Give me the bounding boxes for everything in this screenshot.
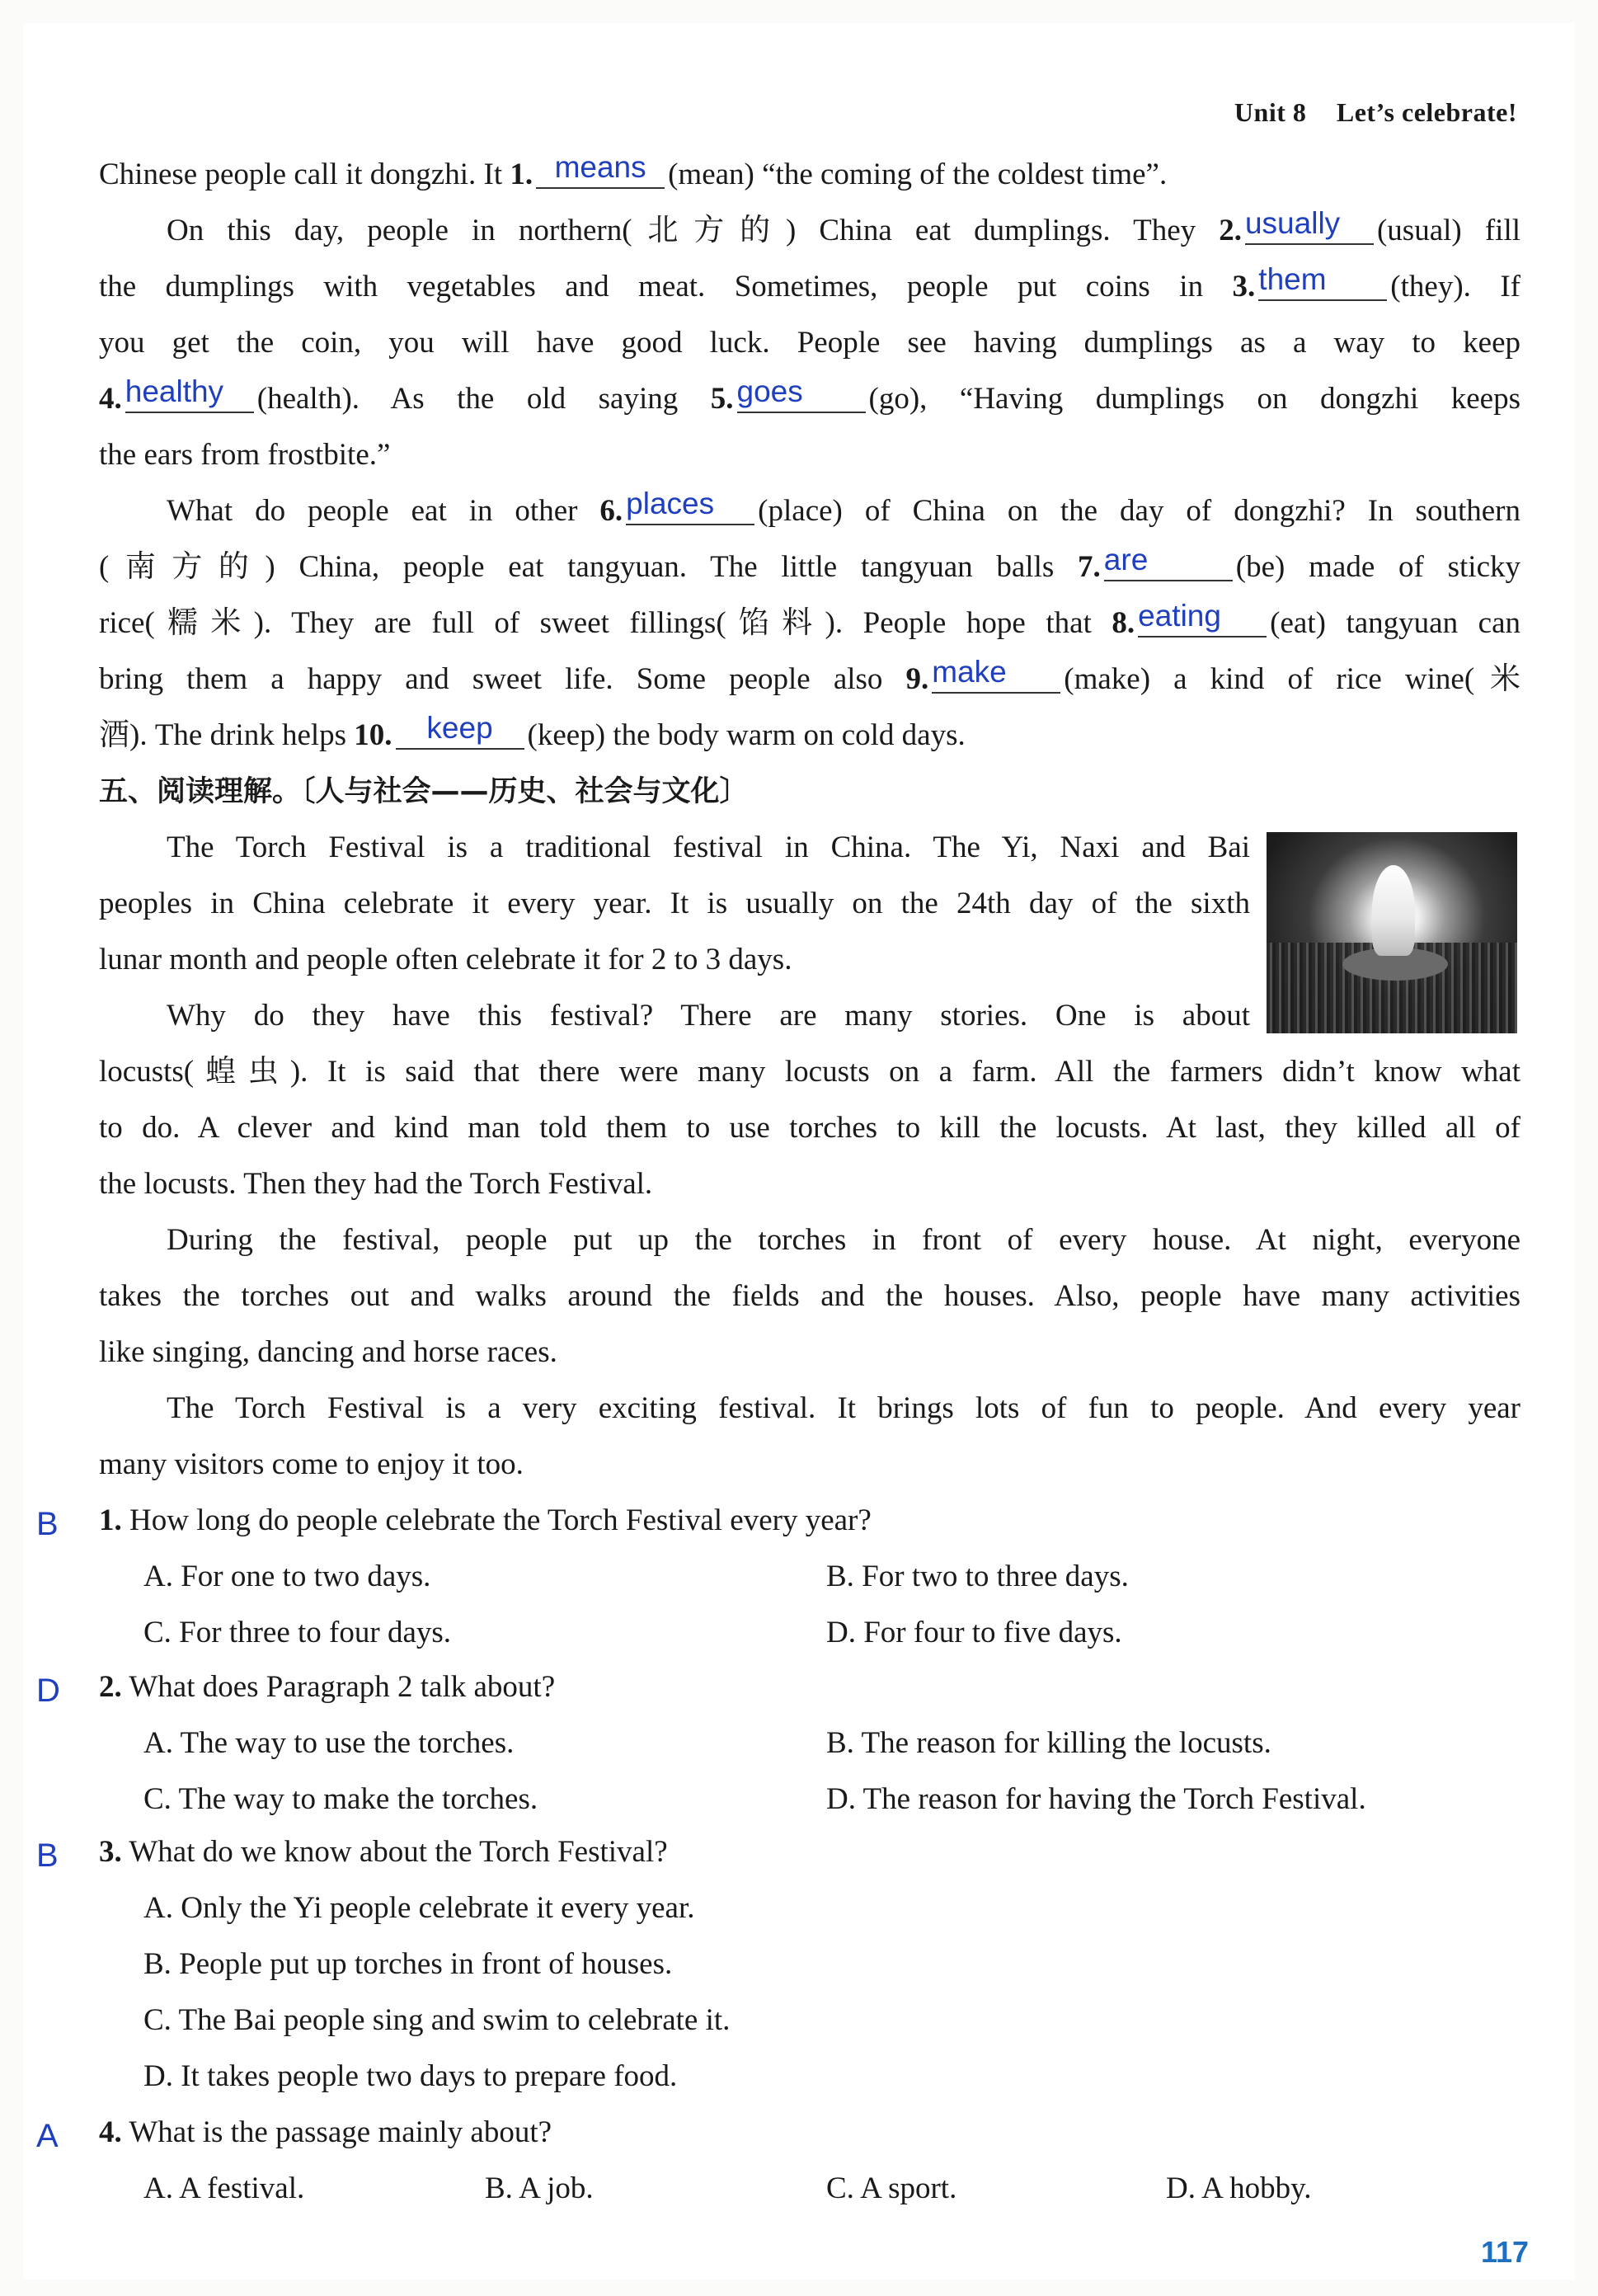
blank-number: 1. <box>510 158 533 191</box>
cloze-line <box>99 539 1520 595</box>
option-a[interactable]: A. Only the Yi people celebrate it every year. <box>143 1891 695 1925</box>
option-a[interactable]: A. For one to two days. <box>143 1560 431 1593</box>
handwritten-answer: eating <box>1138 599 1221 633</box>
handwritten-answer: are <box>1103 543 1149 576</box>
text: you get the coin, you will have good luck. People see having dumplings as a way to keep <box>99 326 1520 360</box>
page-header <box>1234 97 1517 128</box>
text: (health). As the old saying <box>256 382 711 416</box>
blank-number: 2. <box>1219 214 1242 247</box>
handwritten-answer: make <box>932 655 1007 689</box>
passage-line: During the festival, people put up the torches in front of every house. At night, everyone <box>167 1223 1520 1257</box>
answer-blank[interactable] <box>536 150 665 189</box>
section-title: 五、阅读理解。〔人与社会——历史、社会与文化〕 <box>99 775 749 808</box>
passage-line: many visitors come to enjoy it too. <box>99 1447 524 1481</box>
blank-number: 3. <box>1232 270 1256 303</box>
cloze-line <box>99 147 1520 203</box>
handwritten-answer: places <box>626 487 715 520</box>
option-c[interactable]: C. A sport. <box>826 2171 957 2205</box>
cloze-line <box>99 652 1520 708</box>
answer-blank[interactable] <box>736 374 866 413</box>
blank-number: 10. <box>354 718 392 752</box>
passage-line: peoples in China celebrate it every year. It is usually on the 24th day of the sixth <box>99 887 1250 920</box>
question-text: What is the passage mainly about? <box>129 2115 552 2149</box>
blank-number: 4. <box>99 382 122 416</box>
text: (keep) the body warm on cold days. <box>527 718 966 752</box>
text: (usual) fill <box>1376 214 1520 247</box>
question-1 <box>99 1493 872 1549</box>
handwritten-choice: D <box>36 1673 60 1709</box>
passage-line: like singing, dancing and horse races. <box>99 1335 557 1369</box>
text: What do people eat in other <box>167 494 600 528</box>
cloze-line <box>99 203 1520 259</box>
handwritten-answer: goes <box>736 374 803 408</box>
handwritten-choice: A <box>36 2118 59 2154</box>
text: the ears from frostbite.” <box>99 438 391 472</box>
passage-line: lunar month and people often celebrate it for 2 to 3 days. <box>99 943 792 976</box>
text: the dumplings with vegetables and meat. Sometimes, people put coins in <box>99 270 1233 303</box>
question-text: What does Paragraph 2 talk about? <box>129 1670 556 1704</box>
cloze-line <box>99 708 1520 764</box>
blank-number: 8. <box>1112 606 1135 640</box>
reading-passage-top <box>99 820 1250 1044</box>
blank-number: 7. <box>1078 550 1101 584</box>
option-b[interactable]: B. The reason for killing the locusts. <box>826 1726 1271 1760</box>
page-number: 117 <box>1481 2235 1530 2269</box>
text: (南方的) China, people eat tangyuan. The little tangyuan balls <box>99 550 1079 584</box>
unit-label: Unit 8 <box>1234 97 1307 127</box>
text: (they). If <box>1390 270 1520 303</box>
text: Chinese people call it dongzhi. It <box>99 158 510 191</box>
handwritten-choice: B <box>36 1506 59 1542</box>
handwritten-answer: healthy <box>125 374 224 408</box>
reading-passage-bottom <box>99 1044 1520 1493</box>
question-3 <box>99 1824 668 1880</box>
cloze-line <box>99 315 1520 371</box>
unit-title: Let’s celebrate! <box>1336 97 1517 127</box>
torch-festival-photo <box>1267 832 1517 1033</box>
passage-line: locusts(蝗虫). It is said that there were many locusts on a farm. All the farmers didn’t know what <box>99 1055 1520 1089</box>
option-c[interactable]: C. The way to make the torches. <box>143 1782 538 1816</box>
passage-line: the locusts. Then they had the Torch Festival. <box>99 1167 653 1201</box>
cloze-line <box>99 427 1520 483</box>
passage-line: takes the torches out and walks around the fields and the houses. Also, people have many activities <box>99 1279 1520 1313</box>
text: (go), “Having dumplings on dongzhi keeps <box>868 382 1520 416</box>
option-a[interactable]: A. The way to use the torches. <box>143 1726 515 1760</box>
answer-blank[interactable] <box>1258 262 1387 301</box>
blank-number: 6. <box>599 494 623 528</box>
answer-blank[interactable] <box>1244 206 1374 245</box>
option-c[interactable]: C. For three to four days. <box>143 1616 452 1649</box>
cloze-line <box>99 595 1520 652</box>
option-b[interactable]: B. A job. <box>485 2171 594 2205</box>
option-d[interactable]: D. For four to five days. <box>826 1616 1122 1649</box>
answer-blank[interactable] <box>1138 599 1267 638</box>
handwritten-answer: usually <box>1244 206 1341 240</box>
passage-line: The Torch Festival is a traditional festival in China. The Yi, Naxi and Bai <box>167 830 1250 864</box>
handwritten-choice: B <box>36 1837 59 1874</box>
passage-line: Why do they have this festival? There are many stories. One is about <box>167 999 1250 1033</box>
question-2 <box>99 1659 555 1715</box>
handwritten-answer: them <box>1258 262 1327 296</box>
question-number: 1. <box>99 1503 122 1537</box>
blank-number: 9. <box>905 662 929 696</box>
handwritten-answer: keep <box>426 711 493 745</box>
cloze-passage <box>99 147 1520 764</box>
text: (eat) tangyuan can <box>1270 606 1520 640</box>
passage-line: to do. A clever and kind man told them to use torches to kill the locusts. At last, they killed all of <box>99 1111 1520 1145</box>
text: 酒). The drink helps <box>99 718 355 752</box>
answer-blank[interactable] <box>932 655 1060 694</box>
answer-blank[interactable] <box>626 487 754 525</box>
cloze-line <box>99 483 1520 539</box>
question-number: 3. <box>99 1835 122 1869</box>
text: (make) a kind of rice wine(米 <box>1064 662 1521 696</box>
question-number: 2. <box>99 1670 122 1704</box>
answer-blank[interactable] <box>396 711 524 750</box>
option-b[interactable]: B. For two to three days. <box>826 1560 1129 1593</box>
cloze-line <box>99 259 1520 315</box>
text: On this day, people in northern(北方的) China eat dumplings. They <box>167 214 1220 247</box>
text: (place) of China on the day of dongzhi? In southern <box>758 494 1520 528</box>
option-b[interactable]: B. People put up torches in front of houses. <box>143 1947 673 1981</box>
option-d[interactable]: D. A hobby. <box>1166 2171 1312 2205</box>
question-number: 4. <box>99 2115 122 2149</box>
option-c[interactable]: C. The Bai people sing and swim to celebrate it. <box>143 2003 731 2037</box>
answer-blank[interactable] <box>125 374 254 413</box>
option-d[interactable]: D. It takes people two days to prepare food. <box>143 2059 678 2093</box>
text: rice(糯米). They are full of sweet fillings(馅料). People hope that <box>99 606 1112 640</box>
question-text: How long do people celebrate the Torch Festival every year? <box>129 1503 872 1537</box>
section-heading <box>99 764 1520 820</box>
text: bring them a happy and sweet life. Some people also <box>99 662 906 696</box>
text: (mean) “the coming of the coldest time”. <box>668 158 1168 191</box>
passage-line: The Torch Festival is a very exciting festival. It brings lots of fun to people. And every year <box>167 1391 1520 1425</box>
option-d[interactable]: D. The reason for having the Torch Festival. <box>826 1782 1366 1816</box>
question-4 <box>99 2105 552 2161</box>
blank-number: 5. <box>710 382 734 416</box>
bonfire-flame-shape <box>1372 865 1415 956</box>
answer-blank[interactable] <box>1103 543 1233 581</box>
option-a[interactable]: A. A festival. <box>143 2171 305 2205</box>
handwritten-answer: means <box>554 150 646 184</box>
question-text: What do we know about the Torch Festival? <box>129 1835 668 1869</box>
text: (be) made of sticky <box>1235 550 1520 584</box>
cloze-line <box>99 371 1520 427</box>
